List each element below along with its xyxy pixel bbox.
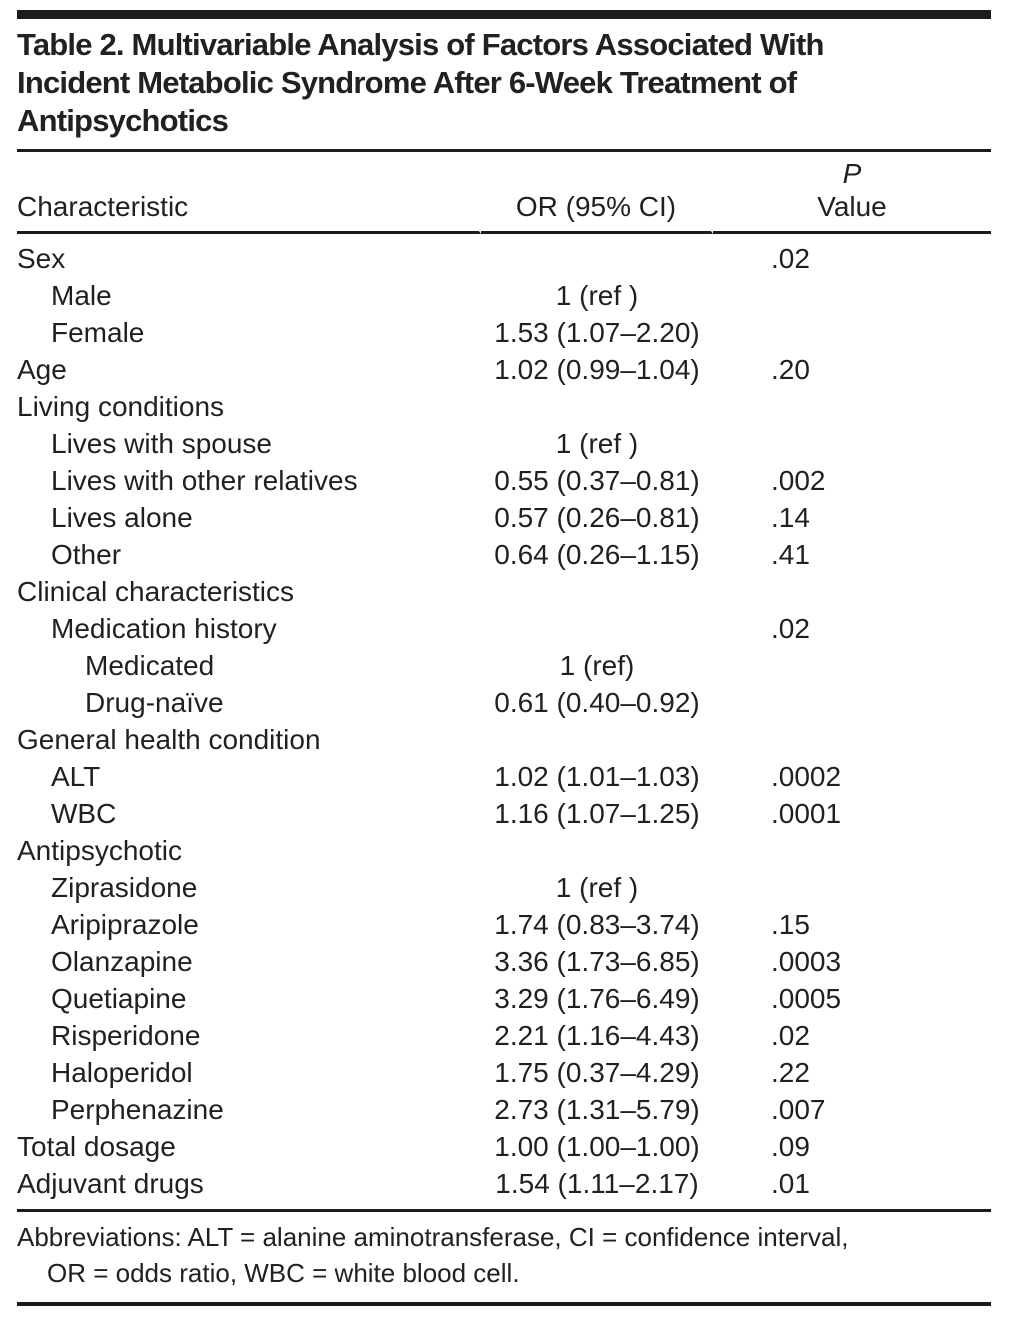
footnote-line-1: Abbreviations: ALT = alanine aminotransferase, CI = confidence interval, — [17, 1222, 849, 1252]
table-row-total-dosage — [17, 1128, 991, 1165]
table-row-lives-alone — [17, 499, 991, 536]
row-or-ci: 1.74 (0.83–3.74) — [494, 909, 700, 940]
row-label: Medicated — [85, 650, 215, 681]
row-p-value: .09 — [771, 1131, 810, 1162]
row-label: Aripiprazole — [51, 909, 199, 940]
row-p-value: .0002 — [771, 761, 842, 792]
row-label: Drug-naïve — [85, 687, 224, 718]
row-or-ci: 1.53 (1.07–2.20) — [494, 317, 700, 348]
row-label: Clinical characteristics — [17, 576, 294, 607]
table-row-perphenazine — [17, 1091, 991, 1128]
row-label: Adjuvant drugs — [17, 1168, 204, 1199]
row-label: Lives alone — [51, 502, 193, 533]
row-or-ci: 3.29 (1.76–6.49) — [494, 983, 700, 1014]
table-row-wbc — [17, 795, 991, 832]
row-p-value — [713, 388, 991, 425]
row-label: Risperidone — [51, 1020, 201, 1051]
row-or-ci — [481, 234, 713, 277]
row-p-value: .0001 — [771, 798, 842, 829]
table-row-lives-with-spouse — [17, 425, 991, 462]
row-label: Living conditions — [17, 391, 225, 422]
row-label: Perphenazine — [51, 1094, 224, 1125]
table-row-olanzapine — [17, 943, 991, 980]
table-row-haloperidol — [17, 1054, 991, 1091]
table-row-antipsychotic — [17, 832, 991, 869]
table-row-drug-naive — [17, 684, 991, 721]
row-or-ci: 1.54 (1.11–2.17) — [495, 1168, 699, 1199]
table-row-sex — [17, 234, 991, 277]
row-label: Ziprasidone — [51, 872, 198, 903]
row-or-ci: 1 (ref ) — [555, 280, 639, 311]
column-header-or-ci: OR (95% CI) — [481, 152, 713, 234]
row-p-value: .02 — [771, 243, 810, 274]
row-p-value — [713, 425, 991, 462]
table-row-lives-with-other-relatives — [17, 462, 991, 499]
top-thick-rule — [17, 10, 991, 19]
table-row-clinical-characteristics — [17, 573, 991, 610]
row-p-value: .0005 — [771, 983, 842, 1014]
table-row-risperidone — [17, 1017, 991, 1054]
row-or-ci: 1 (ref) — [559, 650, 635, 681]
table-row-ziprasidone — [17, 869, 991, 906]
row-p-value — [713, 721, 991, 758]
table-row-other — [17, 536, 991, 573]
row-p-value: .22 — [771, 1057, 810, 1088]
abbreviations-footnote — [17, 1219, 991, 1291]
column-header-characteristic: Characteristic — [17, 152, 481, 234]
footnote-line-2: OR = odds ratio, WBC = white blood cell. — [47, 1258, 520, 1288]
row-or-ci: 0.61 (0.40–0.92) — [494, 687, 700, 718]
row-label: Other — [51, 539, 122, 570]
row-label: Male — [51, 280, 112, 311]
table-row-quetiapine — [17, 980, 991, 1017]
row-label: Lives with other relatives — [51, 465, 358, 496]
row-or-ci: 3.36 (1.73–6.85) — [494, 946, 700, 977]
row-p-value — [713, 869, 991, 906]
row-or-ci — [481, 832, 713, 869]
row-label: General health condition — [17, 724, 321, 755]
table-row-female — [17, 314, 991, 351]
row-label: Quetiapine — [51, 983, 187, 1014]
footnote-separator-rule — [17, 1209, 991, 1212]
row-p-value — [713, 314, 991, 351]
row-or-ci: 1 (ref ) — [555, 428, 639, 459]
header-row — [17, 152, 991, 234]
row-or-ci: 2.21 (1.16–4.43) — [494, 1020, 700, 1051]
row-label: Sex — [17, 243, 66, 274]
table-row-alt — [17, 758, 991, 795]
row-label: Lives with spouse — [51, 428, 273, 459]
row-or-ci: 0.57 (0.26–0.81) — [494, 502, 700, 533]
table-row-living-conditions — [17, 388, 991, 425]
results-table — [17, 152, 991, 1202]
row-or-ci — [481, 721, 713, 758]
table-row-adjuvant-drugs — [17, 1165, 991, 1202]
table-title-line-2: Incident Metabolic Syndrome After 6-Week Treatment of — [17, 65, 797, 100]
row-or-ci — [481, 388, 713, 425]
row-label: Female — [51, 317, 145, 348]
row-p-value — [713, 647, 991, 684]
row-p-value: .002 — [771, 465, 826, 496]
row-label: Medication history — [51, 613, 277, 644]
row-p-value — [713, 684, 991, 721]
row-p-value — [713, 277, 991, 314]
table-body — [17, 234, 991, 1202]
table-row-aripiprazole — [17, 906, 991, 943]
row-or-ci — [481, 610, 713, 647]
row-label: Haloperidol — [51, 1057, 193, 1088]
row-label: Olanzapine — [51, 946, 193, 977]
p-value-header-p: P — [842, 158, 862, 189]
row-label: Antipsychotic — [17, 835, 182, 866]
row-p-value: .007 — [771, 1094, 826, 1125]
row-or-ci: 0.55 (0.37–0.81) — [494, 465, 700, 496]
table-title-line-3: Antipsychotics — [17, 103, 229, 138]
row-label: Age — [17, 354, 67, 385]
row-p-value: .41 — [771, 539, 810, 570]
p-value-header-value: Value — [817, 191, 887, 222]
table-row-male — [17, 277, 991, 314]
table-row-medicated — [17, 647, 991, 684]
row-or-ci: 1.02 (1.01–1.03) — [494, 761, 700, 792]
column-header-p-value — [713, 152, 991, 234]
row-p-value: .15 — [771, 909, 810, 940]
row-or-ci: 1.02 (0.99–1.04) — [494, 354, 700, 385]
row-or-ci — [481, 573, 713, 610]
row-p-value — [713, 832, 991, 869]
row-or-ci: 1.75 (0.37–4.29) — [494, 1057, 700, 1088]
row-p-value: .14 — [771, 502, 810, 533]
row-label: ALT — [51, 761, 101, 792]
row-or-ci: 1 (ref ) — [555, 872, 639, 903]
row-p-value: .02 — [771, 1020, 810, 1051]
table-row-medication-history — [17, 610, 991, 647]
row-p-value: .20 — [771, 354, 810, 385]
table-title-line-1: Table 2. Multivariable Analysis of Factors Associated With — [17, 27, 824, 62]
table-header — [17, 152, 991, 234]
row-p-value: .01 — [771, 1168, 810, 1199]
row-label: Total dosage — [17, 1131, 176, 1162]
row-or-ci: 2.73 (1.31–5.79) — [494, 1094, 700, 1125]
table-row-age — [17, 351, 991, 388]
row-p-value — [713, 573, 991, 610]
row-label: WBC — [51, 798, 117, 829]
row-p-value: .0003 — [771, 946, 842, 977]
row-or-ci: 1.00 (1.00–1.00) — [494, 1131, 700, 1162]
row-or-ci: 0.64 (0.26–1.15) — [494, 539, 700, 570]
table-row-general-health-condition — [17, 721, 991, 758]
row-p-value: .02 — [771, 613, 810, 644]
row-or-ci: 1.16 (1.07–1.25) — [494, 798, 700, 829]
table-title — [17, 26, 991, 140]
bottom-thick-rule — [17, 1302, 991, 1306]
